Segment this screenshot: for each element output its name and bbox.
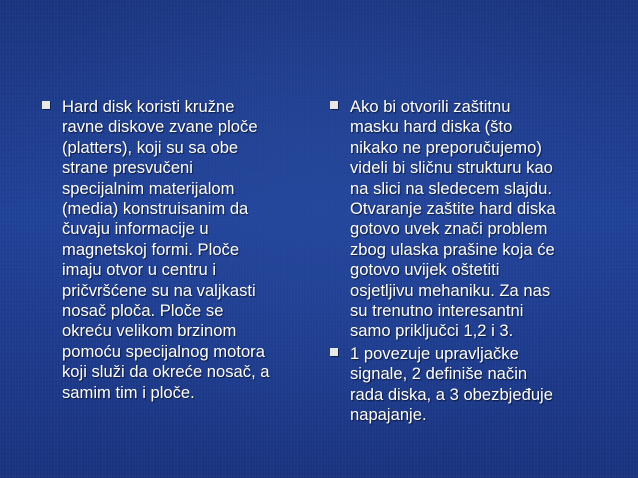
text-line: videli bi sličnu strukturu kao <box>350 158 553 178</box>
text-line: zbog ulaska prašine koja će <box>350 239 555 259</box>
text-line: 1 povezuje upravljačke <box>350 343 519 363</box>
bullet-item-opening-cover <box>330 97 598 342</box>
text-line: Ako bi otvorili zaštitnu <box>350 97 511 116</box>
text-line: samim tim i ploče. <box>62 382 195 402</box>
text-line: čuvaju informacije u <box>62 219 209 239</box>
text-line: Otvaranje zaštite hard diska <box>350 199 556 219</box>
text-line: nosač ploča. Ploče se <box>62 301 224 321</box>
square-bullet-icon <box>330 101 338 109</box>
text-line: masku hard diska (što <box>350 117 513 137</box>
right-column <box>330 97 598 428</box>
text-line: koji služi da okreće nosač, a <box>62 362 270 382</box>
bullet-text <box>350 344 598 426</box>
bullet-item-connectors <box>330 344 598 426</box>
text-line: gotovo uvijek oštetiti <box>350 260 500 280</box>
left-column <box>42 97 310 405</box>
bullet-text <box>350 97 598 342</box>
text-line: nikako ne preporučujemo) <box>350 137 542 157</box>
text-line: signale, 2 definiše način <box>350 364 528 384</box>
square-bullet-icon <box>42 101 50 109</box>
text-line: pričvršćene su na valjkasti <box>62 280 256 300</box>
text-line: rada diska, a 3 obezbjeđuje <box>350 384 553 404</box>
text-line: pomoću specijalnog motora <box>62 341 265 361</box>
text-line: ravne diskove zvane ploče <box>62 117 258 137</box>
square-bullet-icon <box>330 348 338 356</box>
text-line: specijalnim materijalom <box>62 178 235 198</box>
text-line: Hard disk koristi kružne <box>62 97 235 116</box>
text-line: (media) konstruisanim da <box>62 199 249 219</box>
text-line: (platters), koji su sa obe <box>62 137 239 157</box>
text-line: imaju otvor u centru i <box>62 260 217 280</box>
text-line: okreću velikom brzinom <box>62 321 237 341</box>
bullet-item-hard-disk-platters <box>42 97 310 403</box>
text-line: gotovo uvek znači problem <box>350 219 548 239</box>
text-line: samo priključci 1,2 i 3. <box>350 321 514 341</box>
bullet-text <box>62 97 310 403</box>
text-line: strane presvučeni <box>62 158 193 178</box>
text-line: su trenutno interesantni <box>350 301 524 321</box>
text-line: na slici na sledecem slajdu. <box>350 178 552 198</box>
text-line: napajanje. <box>350 405 427 425</box>
text-line: osjetljivu mehaniku. Za nas <box>350 280 551 300</box>
text-line: magnetskoj formi. Ploče <box>62 239 240 259</box>
